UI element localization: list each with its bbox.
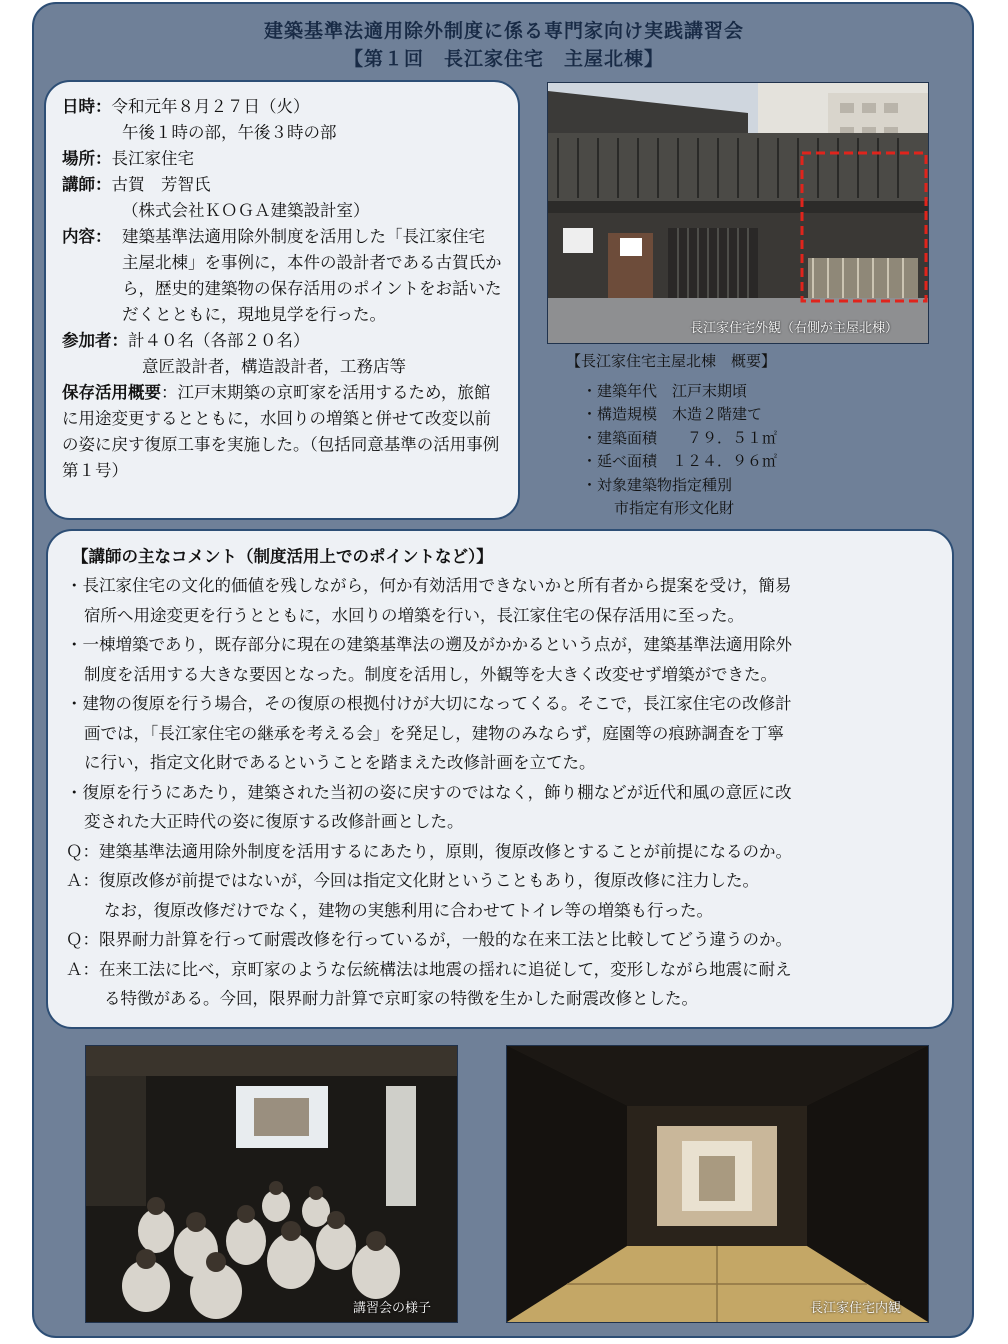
page-title: 建築基準法適用除外制度に係る専門家向け実践講習会 [263,20,744,42]
comment-line: 変された大正時代の姿に復原する改修計画とした。 [84,812,464,831]
overview-item: ・対象建築物指定種別 [582,475,733,494]
exterior-caption: 長江家住宅外観（右側が主屋北棟） [690,321,899,336]
overview-heading: 【長江家住宅主屋北棟 概要】 [566,352,777,370]
lecture-photo [85,1045,458,1323]
comments-heading: 【講師の主なコメント（制度活用上でのポイントなど）】 [72,547,493,566]
lecture-photo-image [86,1046,457,1322]
comments-panel [46,529,954,1029]
participants-label: 参加者： [62,331,128,350]
date-label: 日時： [62,97,112,116]
summary-label: 保存活用概要 [62,383,161,402]
content-label: 内容： [62,227,112,246]
interior-photo [506,1045,929,1323]
comment-line: ・一棟増築であり，既存部分に現在の建築基準法の遡及がかかるという点が，建築基準法適用除外 [66,635,792,654]
place-label: 場所： [62,149,112,168]
place-value: 長江家住宅 [111,149,194,168]
overview-item: ・構造規模 木造２階建て [582,405,763,423]
summary-value: ：江戸末期築の京町家を活用するため，旅館に用途変更するとともに，水回りの増築と併せて改変以前の姿に戻す復原工事を実施した。（包括同意基準の活用事例第１号） [62,383,500,480]
lecturer-org: （株式会社ＫＯＧＡ建築設計室） [122,201,370,220]
overview-item: ・延べ面積 １２４．９６㎡ [582,452,778,470]
interior-photo-image [507,1046,928,1322]
lecturer-row [62,172,504,198]
participants-value: 計４０名（各部２０名） [128,331,310,350]
qa-question: Ｑ：限界耐力計算を行って耐震改修を行っているが，一般的な在来工法と比較してどう違うのか。 [66,930,792,949]
content-value: 建築基準法適用除外制度を活用した「長江家住宅 主屋北棟」を事例に，本件の設計者である古賀氏から，歴史的建築物の保存活用のポイントをお話いただくとともに，現地見学を行った。 [122,227,502,324]
date-value: 令和元年８月２７日（火） [111,97,310,116]
qa-question: Ｑ：建築基準法適用除外制度を活用するにあたり，原則，復原改修とすることが前提になるのか。 [66,841,792,861]
lecturer-value: 古賀 芳智氏 [111,175,211,194]
summary-row [62,380,504,484]
comment-line: 画では，「長江家住宅の継承を考える会」を発足し，建物のみならず，庭園等の痕跡調査を丁寧 [84,723,784,743]
overview-item: ・建築年代 江戸末期頃 [582,381,748,400]
content-row [62,224,504,328]
exterior-photo [547,82,929,344]
overview-item: ・建築面積 ７９．５１㎡ [582,428,778,447]
lecture-caption: 講習会の様子 [353,1301,432,1316]
comment-line: 制度を活用する大きな要因となった。制度を活用し，外観等を大きく改変せず増築ができた。 [84,664,777,684]
overview-section [562,350,962,521]
qa-answer: Ａ：在来工法に比べ，京町家のような伝統構法は地震の揺れに追従して，変形しながら地震に耐え [66,959,792,979]
date-row [62,94,504,120]
info-panel [44,80,520,520]
overview-item-sub: 市指定有形文化財 [614,499,735,517]
place-row [62,146,504,172]
time-value: 午後１時の部，午後３時の部 [122,123,337,142]
interior-caption: 長江家住宅内観 [810,1301,902,1316]
comment-line: ・長江家住宅の文化的価値を残しながら，何か有効活用できないかと所有者から提案を受け，簡易 [66,576,792,595]
qa-answer-cont: る特徴がある。今回，限界耐力計算で京町家の特徴を生かした耐震改修とした。 [104,989,698,1008]
qa-answer: Ａ：復原改修が前提ではないが，今回は指定文化財ということもあり，復原改修に注力した。 [66,871,759,890]
participants-row [62,328,504,354]
qa-answer-cont: なお，復原改修だけでなく，建物の実態利用に合わせてトイレ等の増築も行った。 [104,900,714,920]
page-subtitle: 【第１回 長江家住宅 主屋北棟】 [343,48,664,70]
lecturer-label: 講師： [62,175,112,194]
participants-detail: 意匠設計者，構造設計者，工務店等 [142,357,406,376]
comment-line: ・建物の復原を行う場合，その復原の根拠付けが大切になってくる。そこで，長江家住宅の改修計 [66,694,792,713]
comment-line: ・復原を行うにあたり，建築された当初の姿に戻すのではなく，飾り棚などが近代和風の意匠に改 [66,782,792,802]
exterior-photo-image [548,83,928,343]
comment-line: に行い，指定文化財であるということを踏まえた改修計画を立てた。 [84,753,596,772]
comment-line: 宿所へ用途変更を行うとともに，水回りの増築を行い，長江家住宅の保存活用に至った。 [84,605,744,625]
